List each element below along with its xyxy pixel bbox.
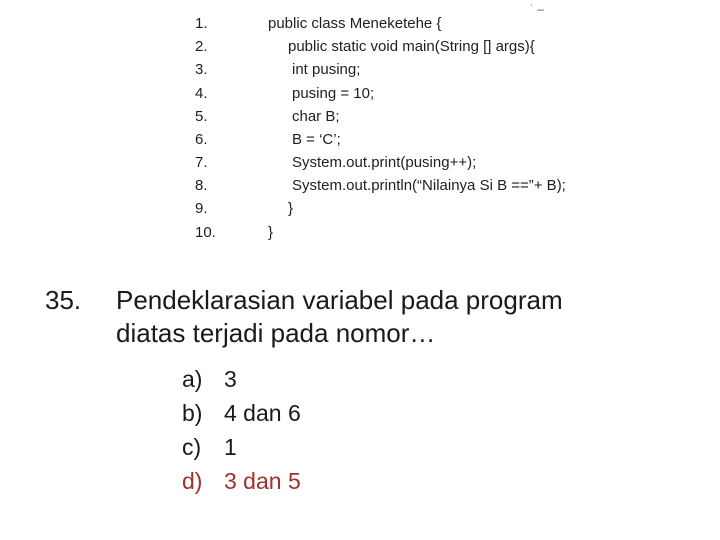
question-text-line-2: diatas terjadi pada nomor… <box>116 318 436 348</box>
code-text: B = ‘C’; <box>292 131 341 148</box>
question-text-line-1: Pendeklarasian variabel pada program <box>116 285 563 315</box>
line-number: 7. <box>195 154 208 171</box>
line-number: 10. <box>195 224 216 241</box>
option-text: 3 <box>224 366 237 392</box>
option-text: 3 dan 5 <box>224 468 301 494</box>
line-number: 6. <box>195 131 208 148</box>
code-text: public static void main(String [] args){ <box>288 38 535 55</box>
code-text: } <box>268 224 274 241</box>
code-text: System.out.print(pusing++); <box>292 154 477 171</box>
option-label: c) <box>182 434 202 460</box>
code-listing <box>0 0 720 250</box>
code-text: } <box>288 200 294 217</box>
code-text: System.out.println(“Nilainya Si B ==”+ B); <box>292 177 566 194</box>
code-text: char B; <box>292 108 340 125</box>
option-text: 4 dan 6 <box>224 400 301 426</box>
option-label: b) <box>182 400 203 426</box>
line-number: 3. <box>195 61 208 78</box>
code-text: pusing = 10; <box>292 85 375 102</box>
code-text: public class Meneketehe { <box>268 15 442 32</box>
line-number: 9. <box>195 200 208 217</box>
code-text: int pusing; <box>292 61 361 78</box>
line-number: 2. <box>195 38 208 55</box>
line-number: 5. <box>195 108 208 125</box>
option-label: a) <box>182 366 203 392</box>
line-number: 8. <box>195 177 208 194</box>
question-number: 35. <box>45 285 82 315</box>
line-number: 4. <box>195 85 208 102</box>
line-number: 1. <box>195 15 208 32</box>
option-text: 1 <box>224 434 237 460</box>
option-label: d) <box>182 468 203 494</box>
corner-mark: ˙ ‒ <box>530 2 545 16</box>
